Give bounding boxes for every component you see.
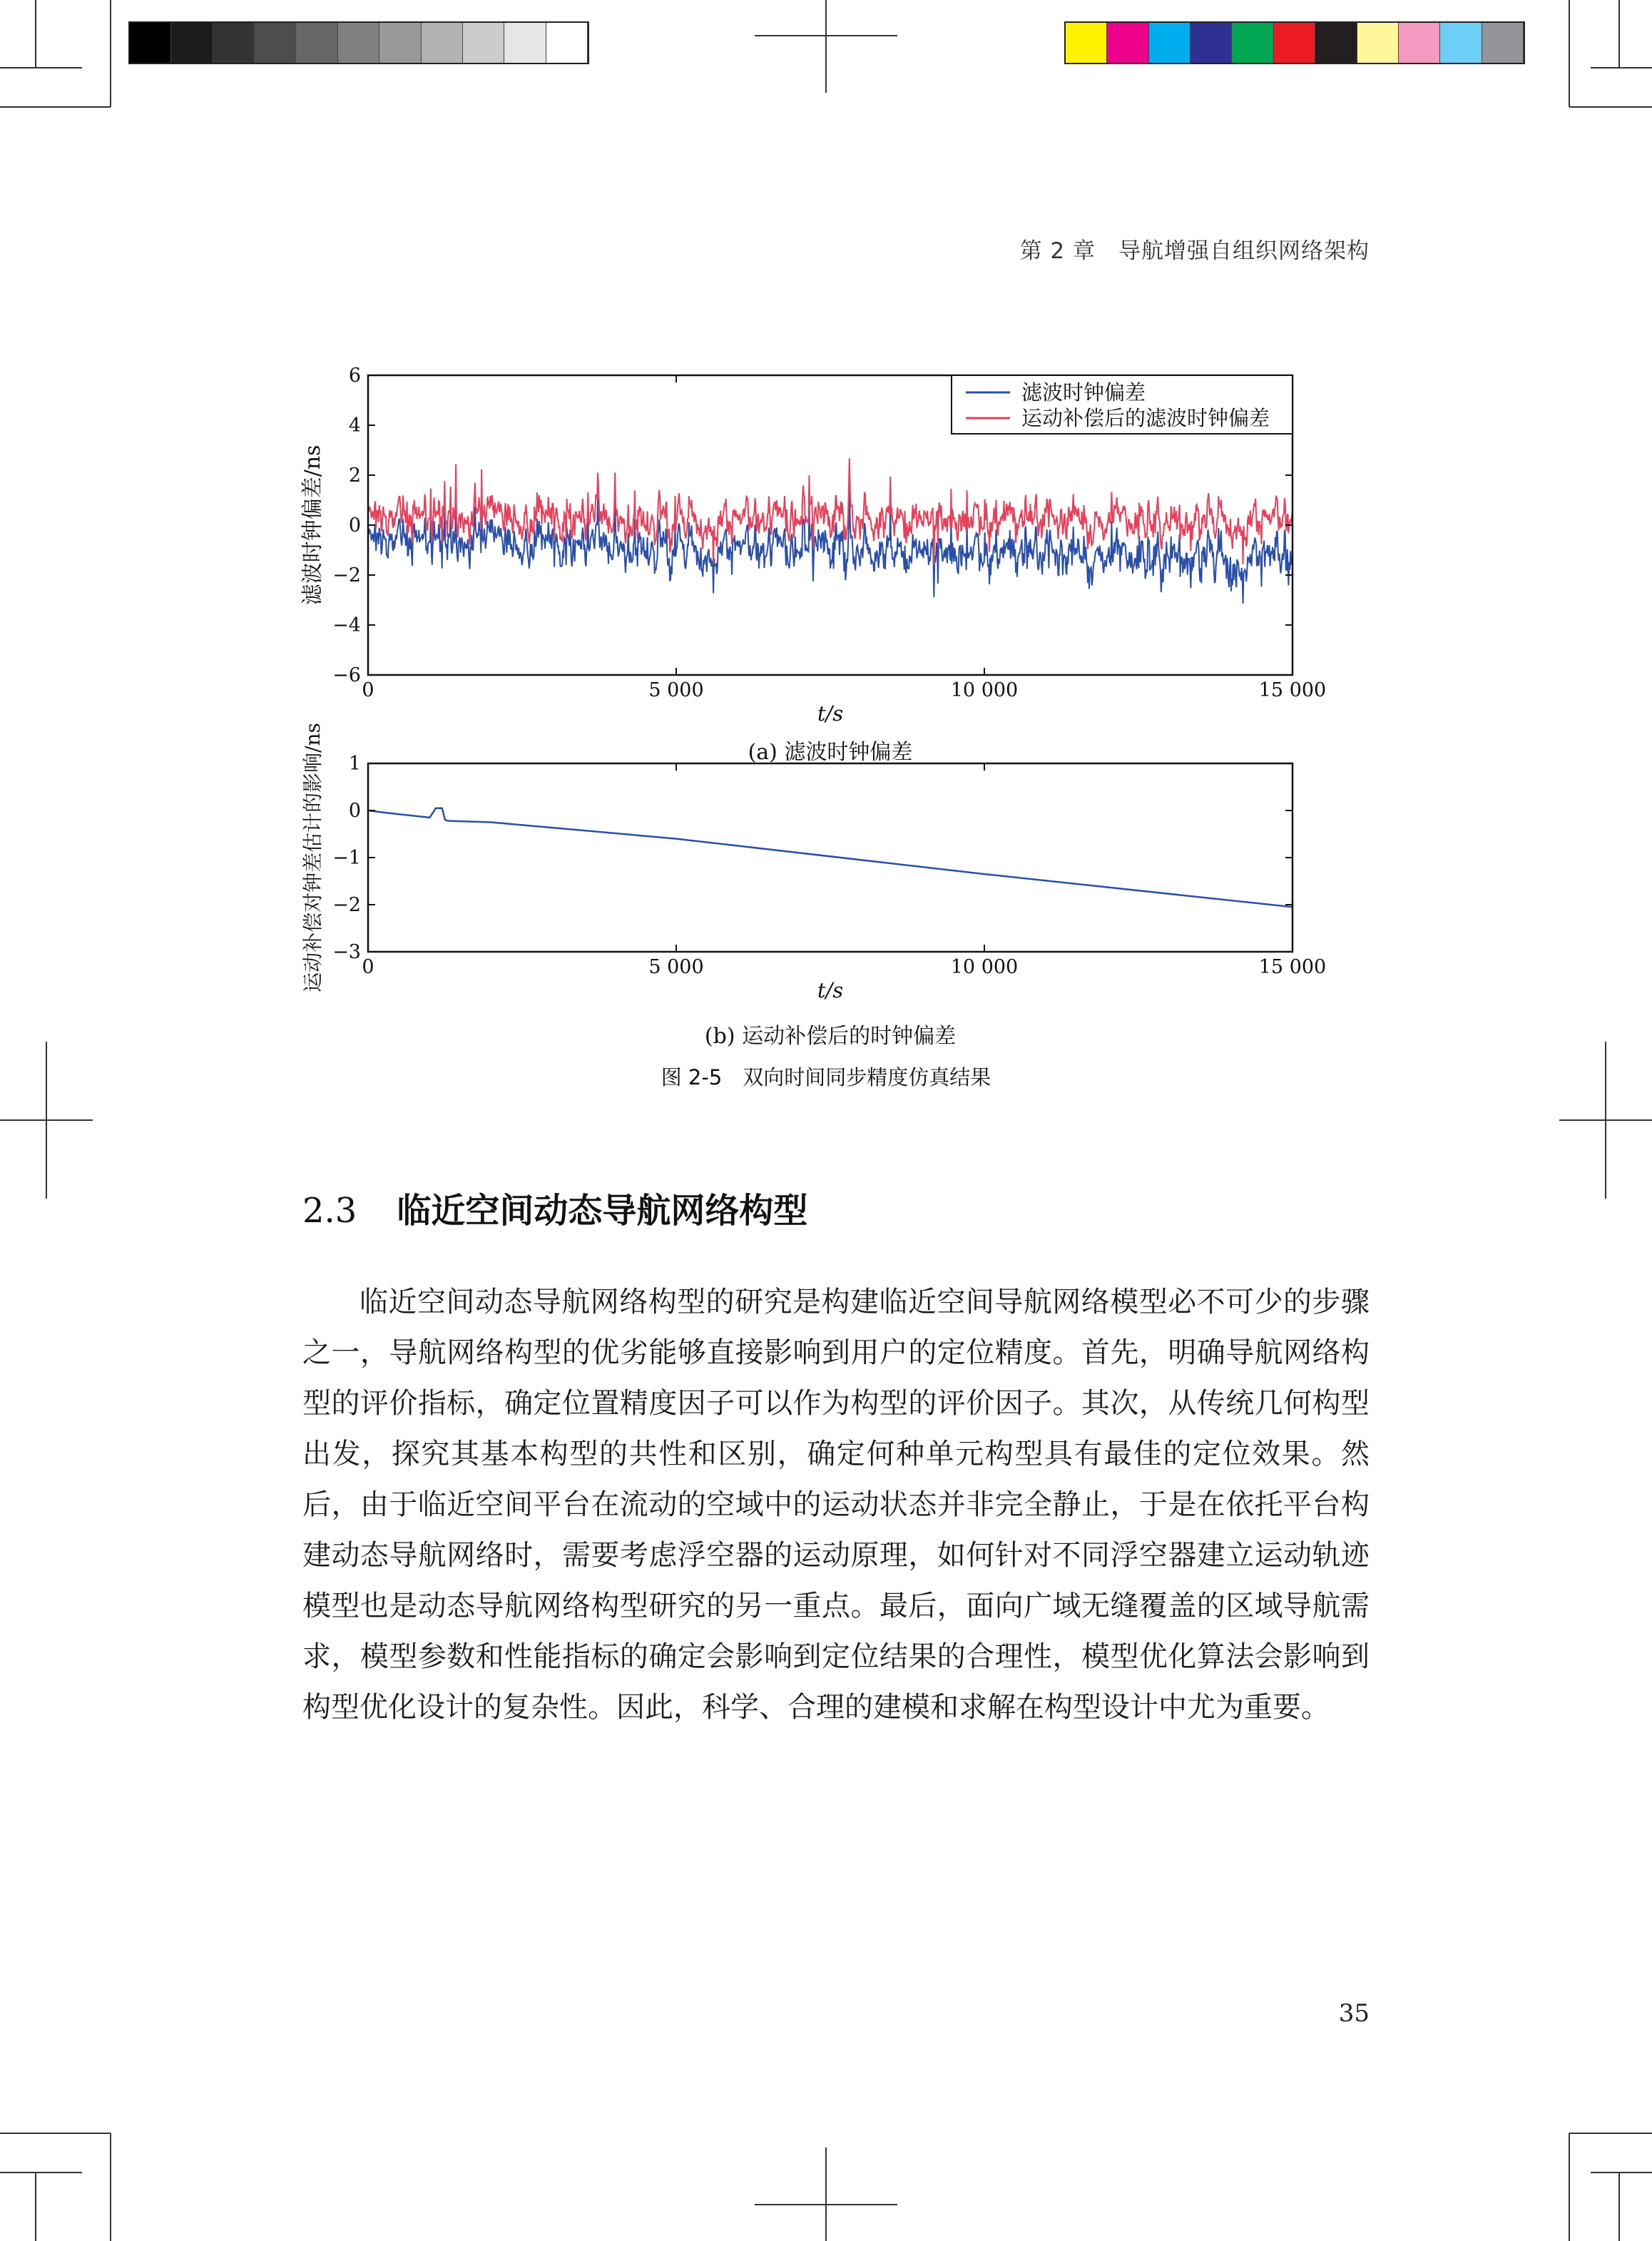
section-title: 临近空间动态导航网络构型 [397, 1191, 808, 1231]
x-tick-label: 10 000 [950, 679, 1019, 701]
x-tick-label: 0 [362, 956, 374, 978]
subplot-caption: (a) 滤波时钟偏差 [748, 740, 913, 765]
y-axis-label: 滤波时钟偏差/ns [300, 444, 325, 606]
y-tick-label: 0 [348, 800, 361, 822]
y-tick-label: −2 [332, 894, 361, 916]
legend-label: 运动补偿后的滤波时钟偏差 [1021, 406, 1270, 430]
y-axis-label: 运动补偿对钟差估计的影响/ns [301, 723, 325, 992]
figure-caption: 图 2-5 双向时间同步精度仿真结果 [661, 1065, 991, 1089]
section-number: 2.3 [302, 1191, 357, 1231]
x-tick-label: 10 000 [950, 956, 1019, 978]
section-heading [302, 1183, 807, 1232]
x-axis-label: t/s [817, 978, 844, 1002]
subplot-caption: (b) 运动补偿后的时钟偏差 [704, 1024, 957, 1049]
x-tick-label: 5 000 [648, 679, 704, 701]
page-number: 35 [1338, 1999, 1370, 2028]
x-tick-label: 15 000 [1258, 679, 1327, 701]
y-tick-label: 6 [348, 365, 361, 387]
series-motion-compensation-effect [368, 808, 1292, 908]
x-axis-label: t/s [817, 701, 844, 726]
y-tick-label: −4 [332, 614, 361, 636]
y-tick-label: −1 [332, 847, 361, 869]
y-tick-label: −2 [332, 564, 361, 586]
plot-frame-b [368, 763, 1292, 952]
series-filtered-clock-offset [368, 487, 1292, 604]
y-tick-label: 0 [348, 514, 361, 537]
x-tick-label: 15 000 [1258, 956, 1327, 978]
y-tick-label: −6 [332, 664, 361, 686]
running-header: 第 2 章 导航增强自组织网络架构 [1019, 238, 1370, 264]
y-tick-label: −3 [332, 941, 361, 963]
legend-label: 滤波时钟偏差 [1021, 380, 1146, 405]
x-tick-label: 0 [362, 679, 374, 701]
y-tick-label: 1 [348, 753, 361, 775]
figure-2-5 [0, 0, 1652, 1113]
y-tick-label: 2 [348, 464, 361, 487]
x-tick-label: 5 000 [648, 956, 704, 978]
y-tick-label: 4 [348, 415, 361, 437]
body-paragraph: 临近空间动态导航网络构型的研究是构建临近空间导航网络模型必不可少的步骤之一，导航网络构型的优劣能够直接影响到用户的定位精度。首先，明确导航网络构型的评价指标，确定位置精度因子可以作为构型的评价因子。其次，从传统几何构型出发，探究其基本构型的共性和区别，确定何种单元构型具有最佳的定位效果。然后，由于临近空间平台在流动的空域中的运动状态并非完全静止，于是在依托平台构建动态导航网络时，需要考虑浮空器的运动原理，如何针对不同浮空器建立运动轨迹模型也是动态导航网络构型研究的另一重点。最后，面向广域无缝覆盖的区域导航需求，模型参数和性能指标的确定会影响到定位结果的合理性，模型优化算法会影响到构型优化设计的复杂性。因此，科学、合理的建模和求解在构型设计中尤为重要。 [302, 1286, 1370, 1724]
